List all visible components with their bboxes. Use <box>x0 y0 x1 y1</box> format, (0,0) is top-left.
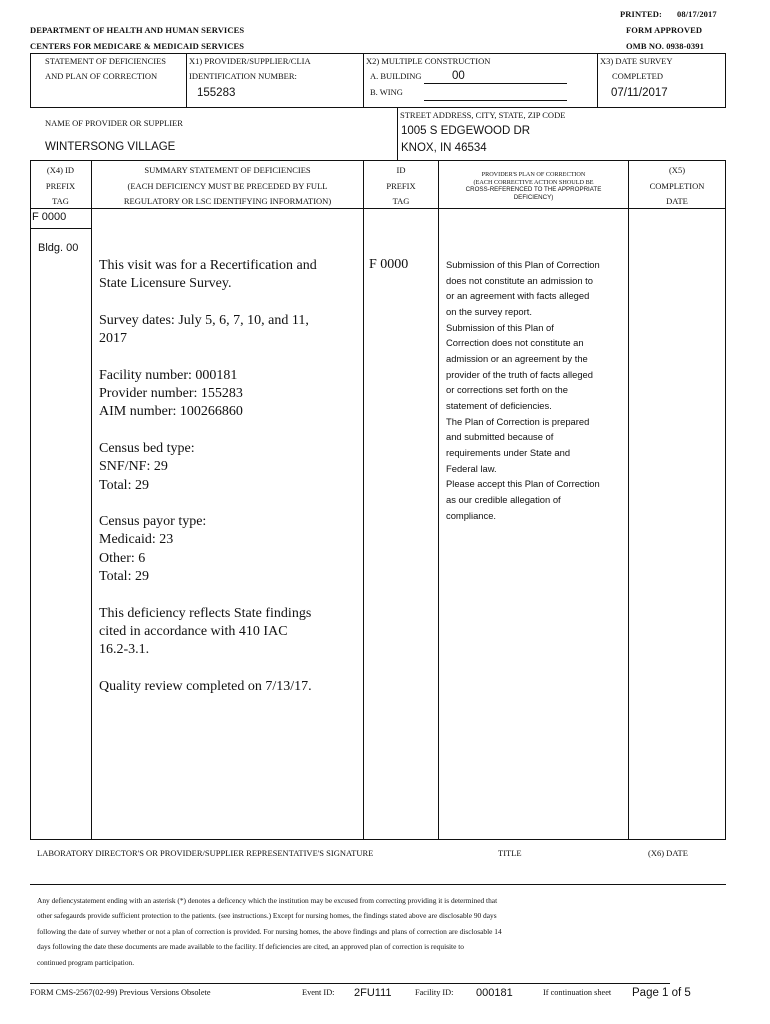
poc-header-3: CROSS-REFERENCED TO THE APPROPRIATE <box>465 186 602 193</box>
survey-date-value: 07/11/2017 <box>611 87 668 99</box>
page-number: Page 1 of 5 <box>632 987 691 999</box>
statement-label-1: STATEMENT OF DEFICIENCIES <box>45 56 167 66</box>
x1-label-1: X1) PROVIDER/SUPPLIER/CLIA <box>189 56 311 66</box>
plan-of-correction: Submission of this Plan of Correction does not constitute an admission to or an agreement with facts alleged on the survey report. Submission of this Plan of Correction does not constitute an admission or an agreement by the provider of the truth of facts alleged or corrections set forth on the statement of deficiencies. The Plan of Correction is prepared and submitted because of requirements under State and Federal law. Please accept this Plan of Correction as our credible allegation of compliance. <box>446 259 600 521</box>
summary-header-1: SUMMARY STATEMENT OF DEFICIENCIES <box>144 165 311 175</box>
footnote-line-2: other safegaurds provide sufficient protection to the patients. (see instructions.) Except for nursing homes, the findings stated above are disclosable 90 days <box>37 911 497 921</box>
header-divider-2 <box>363 53 364 108</box>
summary-header-2: (EACH DEFICIENCY MUST BE PRECEDED BY FULL <box>127 181 328 191</box>
id-header-2: PREFIX <box>386 181 416 191</box>
provider-id-value: 155283 <box>197 87 236 99</box>
x4-label-3: TAG <box>52 196 69 206</box>
dept-heading: DEPARTMENT OF HEALTH AND HUMAN SERVICES <box>30 25 245 35</box>
provider-name: WINTERSONG VILLAGE <box>45 141 176 153</box>
col-divider-4 <box>628 160 629 840</box>
x4-label-2: PREFIX <box>45 181 76 191</box>
footer-rule <box>30 983 670 984</box>
tag-underline <box>30 228 91 229</box>
provider-name-label: NAME OF PROVIDER OR SUPPLIER <box>45 118 183 128</box>
printed-date: 08/17/2017 <box>677 9 717 19</box>
id-header-1: ID <box>396 165 406 175</box>
wing-label: B. WING <box>370 87 403 97</box>
col-divider-3 <box>438 160 439 840</box>
wing-underline <box>424 100 567 101</box>
header-bottom-rule <box>30 107 726 108</box>
x5-header-1: (X5) <box>668 165 686 175</box>
columns-top-rule <box>30 160 726 161</box>
poc-header-4: DEFICIENCY) <box>513 194 554 201</box>
city-state-zip: KNOX, IN 46534 <box>401 142 487 154</box>
form-approved: FORM APPROVED <box>626 25 703 35</box>
col-divider-1 <box>91 160 92 840</box>
header-divider-1 <box>186 53 187 108</box>
street-address: 1005 S EDGEWOOD DR <box>401 125 531 137</box>
printed-label: PRINTED: <box>620 9 662 19</box>
title-label: TITLE <box>498 848 522 858</box>
columns-bottom-rule <box>30 208 726 209</box>
statement-label-2: AND PLAN OF CORRECTION <box>45 71 158 81</box>
footnote <box>37 893 722 970</box>
col-right-rule <box>725 160 726 840</box>
signature-label: LABORATORY DIRECTOR'S OR PROVIDER/SUPPLIER REPRESENTATIVE'S SIGNATURE <box>37 848 374 858</box>
poc-id-tag: F 0000 <box>369 257 409 272</box>
summary-statement: This visit was for a Recertification and State Licensure Survey. Survey dates: July 5, 6, 7, 10, and 11, 2017 Facility number: 000181 Provider number: 155283 AIM number: 100266860 Census bed type: SNF/NF: 29 Total: 29 Census payor type: Medicaid: 23 Other: 6 Total: 29 This deficiency reflects State findings cited in accordance with 410 IAC 16.2-3.1. Quality review completed on 7/13/17. <box>99 258 317 694</box>
header-top-rule <box>30 53 726 54</box>
facility-id-value: 000181 <box>476 987 513 999</box>
x1-label-2: IDENTIFICATION NUMBER: <box>189 71 297 81</box>
col-left-rule <box>30 160 31 840</box>
x4-label-1: (X4) ID <box>46 165 75 175</box>
header-left-rule <box>30 53 31 108</box>
provider-divider <box>397 108 398 160</box>
omb-number: OMB NO. 0938-0391 <box>626 41 704 51</box>
x3-label-2: COMPLETED <box>612 71 663 81</box>
form-number: FORM CMS-2567(02-99) Previous Versions Obsolete <box>30 988 211 997</box>
x5-header-2: COMPLETION <box>649 181 705 191</box>
id-header-3: TAG <box>392 196 410 206</box>
header-right-rule <box>725 53 726 108</box>
x5-header-3: DATE <box>666 196 688 206</box>
header-divider-3 <box>597 53 598 108</box>
event-id-value: 2FU111 <box>354 987 392 999</box>
event-id-label: Event ID: <box>302 988 335 997</box>
footnote-line-3: following the date of survey whether or not a plan of correction is provided. For nursing homes, the above findings and plans of correction are disclosable 14 <box>37 926 502 936</box>
x6-date-label: (X6) DATE <box>648 848 688 858</box>
body-bottom-rule <box>30 839 726 840</box>
continuation-label: If continuation sheet <box>543 988 612 997</box>
footnote-line-1: Any defiencystatement ending with an asterisk (*) denotes a deficency which the institution may be excused from correcting providing it is determined that <box>37 896 498 905</box>
footnote-line-4: days following the date these documents are made available to the facility. If deficiencies are cited, an approved plan of correction is requisite to <box>37 942 464 952</box>
facility-id-label: Facility ID: <box>415 988 454 997</box>
address-label: STREET ADDRESS, CITY, STATE, ZIP CODE <box>400 110 566 120</box>
building-tag: Bldg. 00 <box>38 242 79 254</box>
footnote-line-5: continued program participation. <box>37 957 135 967</box>
summary-header-3: REGULATORY OR LSC IDENTIFYING INFORMATION) <box>123 196 332 206</box>
signature-bottom-rule <box>30 884 726 885</box>
poc-header-2: (EACH CORRECTIVE ACTION SHOULD BE <box>473 179 594 186</box>
x2-label: X2) MULTIPLE CONSTRUCTION <box>366 56 491 66</box>
x3-label-1: X3) DATE SURVEY <box>600 56 673 66</box>
col-divider-2 <box>363 160 364 840</box>
poc-header-1: PROVIDER'S PLAN OF CORRECTION <box>481 171 586 178</box>
building-value: 00 <box>452 70 465 82</box>
building-label: A. BUILDING <box>370 71 422 81</box>
building-underline <box>424 83 567 84</box>
deficiency-tag: F 0000 <box>32 211 67 223</box>
centers-heading: CENTERS FOR MEDICARE & MEDICAID SERVICES <box>30 41 245 51</box>
